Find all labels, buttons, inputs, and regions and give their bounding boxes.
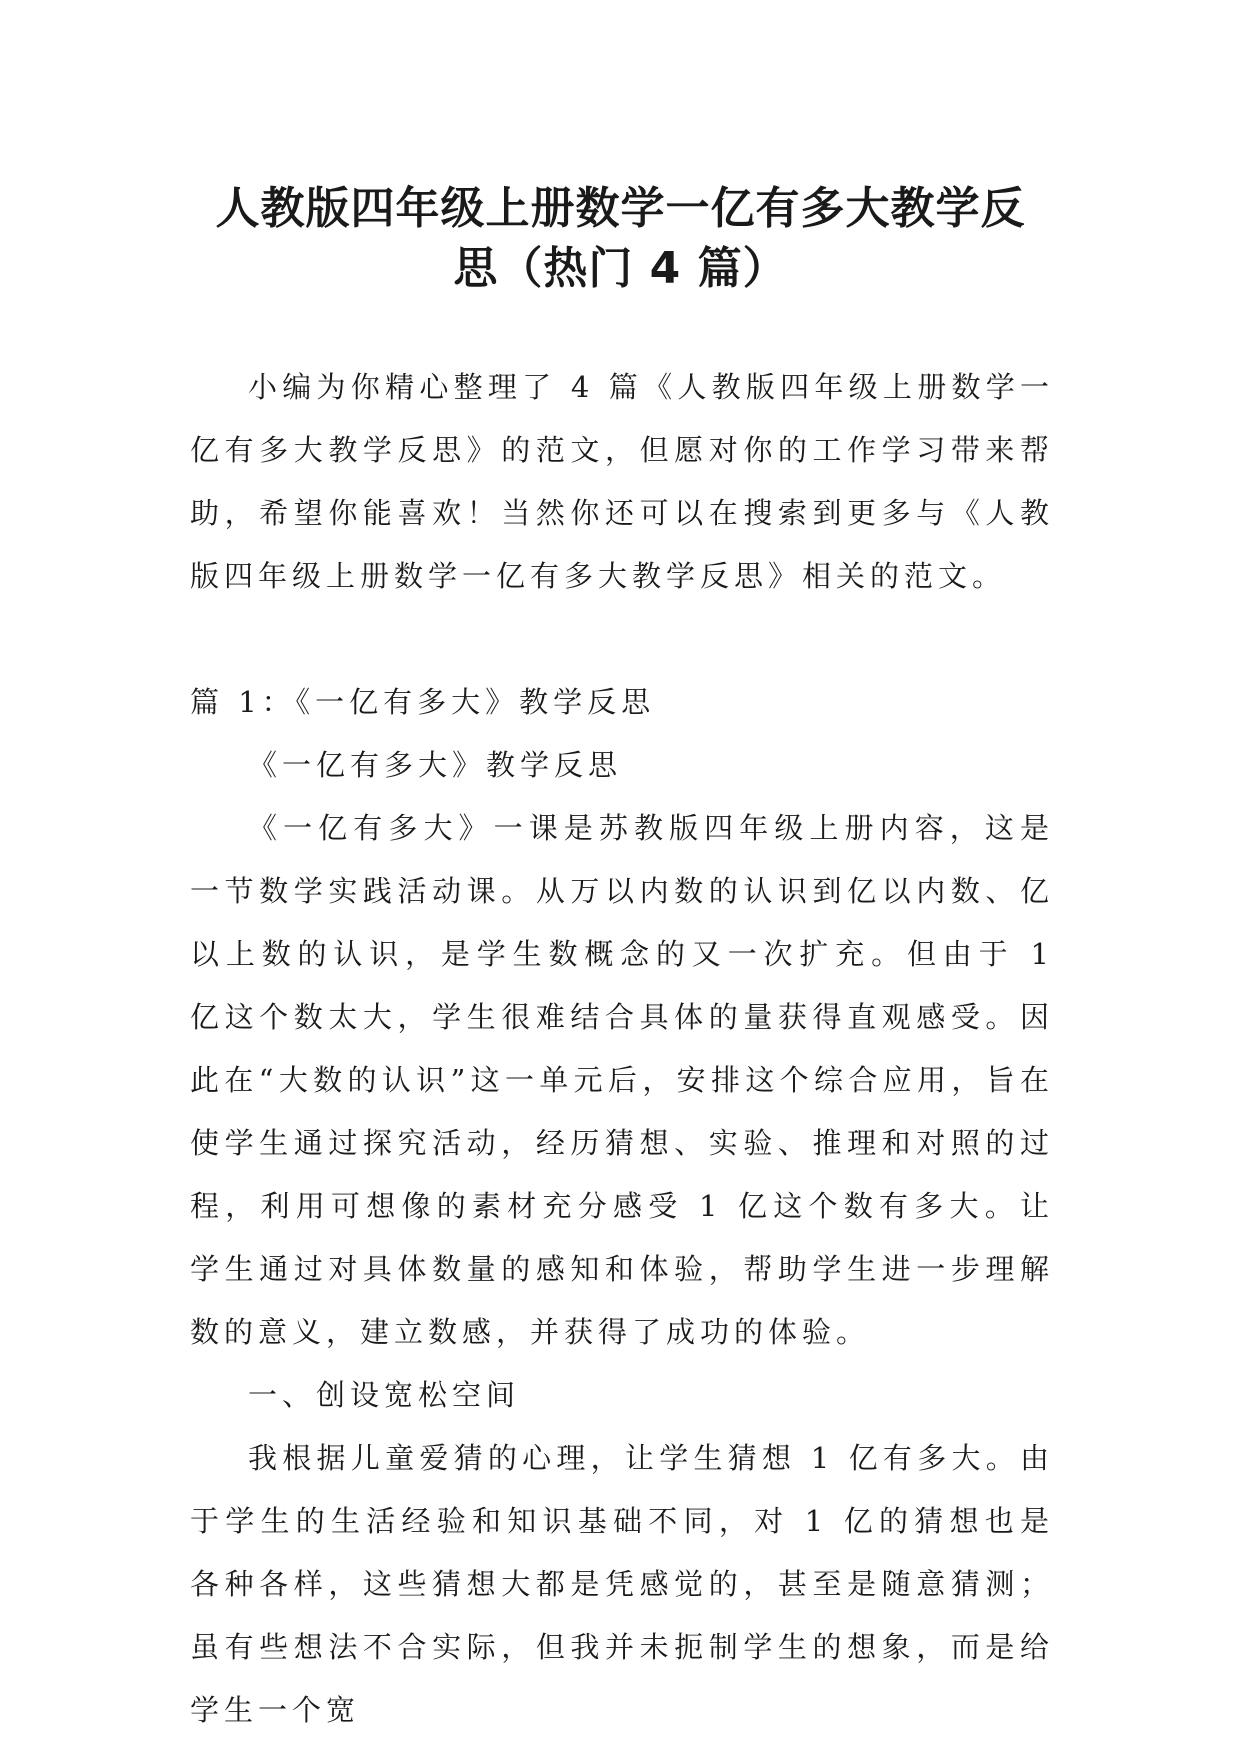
document-body <box>190 356 1054 1742</box>
title-line-1: 人教版四年级上册数学一亿有多大教学反 <box>215 183 1026 235</box>
body-paragraph-1: 《一亿有多大》一课是苏教版四年级上册内容，这是一节数学实践活动课。从万以内数的认识到亿以内数、亿以上数的认识，是学生数概念的又一次扩充。但由于 1 亿这个数太大，学生很难结合具体的量获得直观感受。因此在“大数的认识”这一单元后，安排这个综合应用，旨在使学生通过探究活动，经历猜想、实验、推理和对照的过程，利用可想像的素材充分感受 1 亿这个数有多大。让学生通过对具体数量的感知和体验，帮助学生进一步理解数的意义，建立数感，并获得了成功的体验。 <box>190 811 1054 1349</box>
title-line-2: 思（热门 4 篇） <box>453 243 788 295</box>
intro-paragraph: 小编为你精心整理了 4 篇《人教版四年级上册数学一亿有多大教学反思》的范文，但愿对你的工作学习带来帮助，希望你能喜欢！当然你还可以在搜索到更多与《人教版四年级上册数学一亿有多大教学反思》相关的范文。 <box>190 370 1054 593</box>
body-paragraph-2: 我根据儿童爱猜的心理，让学生猜想 1 亿有多大。由于学生的生活经验和知识基础不同，对 1 亿的猜想也是各种各样，这些猜想大都是凭感觉的，甚至是随意猜测；虽有些想法不合实际，但我并未扼制学生的想象，而是给学生一个宽 <box>190 1441 1054 1727</box>
document-title <box>150 179 1091 299</box>
section-heading: 篇 1：《一亿有多大》教学反思 <box>190 685 656 719</box>
paragraph-spacer <box>190 608 1054 671</box>
section-subtitle: 《一亿有多大》教学反思 <box>248 748 623 782</box>
point-heading-1: 一、创设宽松空间 <box>248 1378 521 1412</box>
